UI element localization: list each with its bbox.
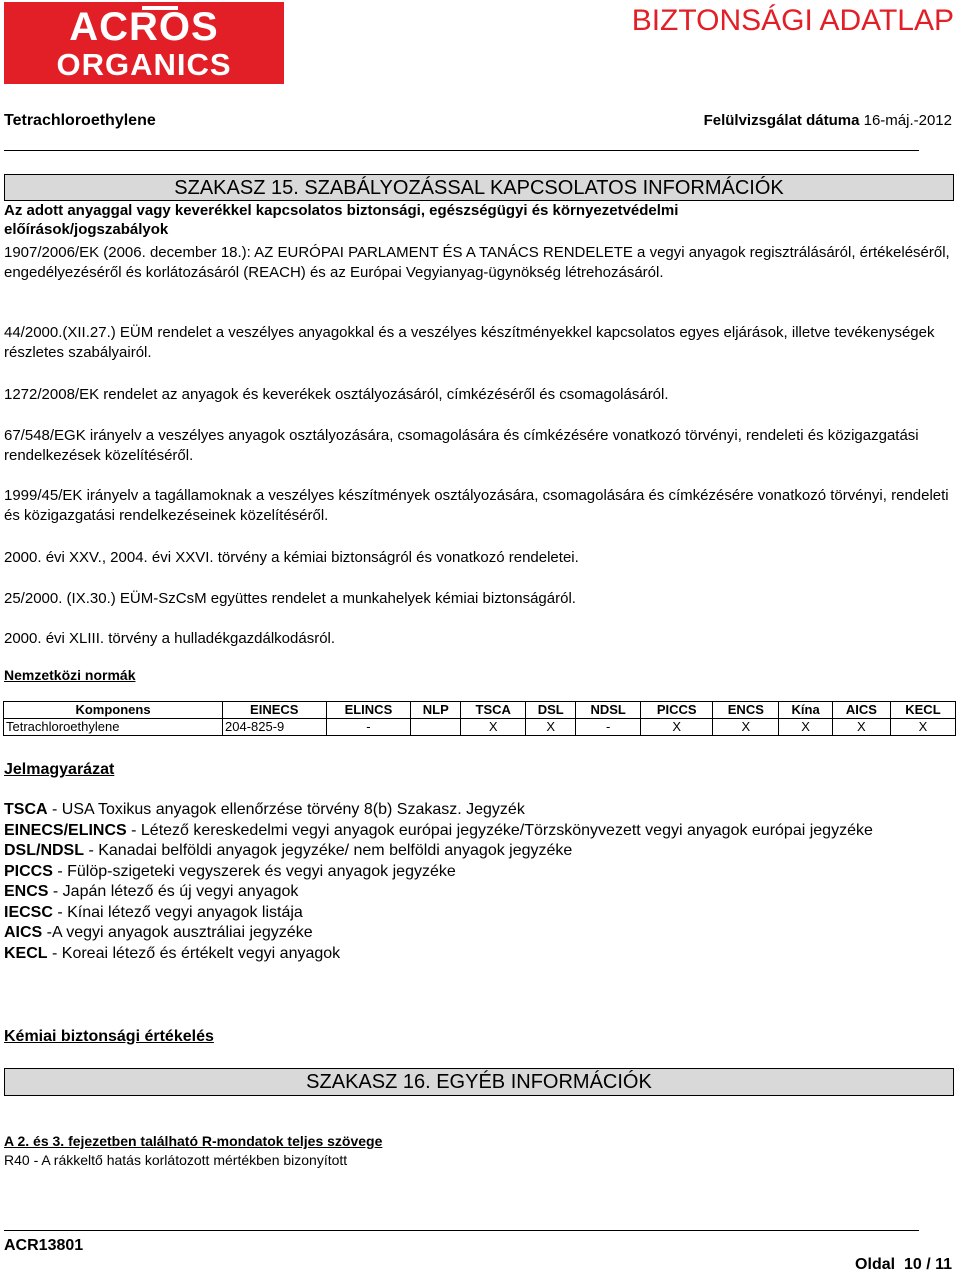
international-norms-heading: Nemzetközi normák [4,667,136,683]
legend-list [4,800,952,964]
document-title: BIZTONSÁGI ADATLAP [631,4,954,37]
table-header-cell: AICS [832,702,890,719]
document-code: ACR13801 [4,1237,84,1254]
section-16-title: SZAKASZ 16. EGYÉB INFORMÁCIÓK [306,1071,652,1093]
legend-item [4,862,952,883]
table-cell: X [890,719,955,736]
header-divider [4,150,919,151]
legend-term: IECSC [4,903,53,921]
table-cell: Tetrachloroethylene [4,719,223,736]
table-row [4,719,956,736]
page-value: 10 / 11 [903,1256,952,1273]
section-15-title: SZAKASZ 15. SZABÁLYOZÁSSAL KAPCSOLATOS INFORMÁCIÓK [174,177,784,199]
legend-text: - USA Toxikus anyagok ellenőrzése törvény 8(b) Szakasz. Jegyzék [47,801,525,818]
r-phrase-r40: R40 - A rákkeltő hatás korlátozott mértékben bizonyított [4,1152,348,1168]
table-header-cell: EINECS [223,702,327,719]
table-header-row [4,702,956,719]
legend-item [4,882,952,903]
table-header-cell: NDSL [576,702,641,719]
regulation-paragraph: 2000. évi XLIII. törvény a hulladékgazdálkodásról. [4,630,336,647]
table-cell: 204-825-9 [223,719,327,736]
regulation-paragraph: 1272/2008/EK rendelet az anyagok és keverékek osztályozásáról, címkézéséről és csomagolásáról. [4,386,669,403]
legend-text: - Japán létező és új vegyi anyagok [48,883,299,900]
r-phrases-heading: A 2. és 3. fejezetben található R-mondatok teljes szövege [4,1133,383,1149]
regulation-paragraph: 2000. évi XXV., 2004. évi XXVI. törvény a kémiai biztonságról és vonatkozó rendeletei. [4,549,579,566]
chemical-safety-assessment-heading: Kémiai biztonsági értékelés [4,1028,214,1045]
legend-term: KECL [4,944,48,962]
table-cell: - [326,719,411,736]
table-cell: X [779,719,832,736]
logo-top-text: ACROS [69,5,219,49]
legend-term: ENCS [4,883,49,900]
section-16-box [4,1068,954,1096]
table-header-cell: ENCS [713,702,779,719]
legend-item [4,841,952,862]
page-number [855,1256,952,1274]
legend-term: TSCA [4,801,48,818]
legend-item [4,923,952,944]
table-header-cell: Komponens [4,702,223,719]
revision-date-value: 16-máj.-2012 [863,112,952,129]
legend-text: -A vegyi anyagok ausztráliai jegyzéke [42,924,313,941]
legend-item [4,903,952,924]
section-15-box [4,174,954,201]
legend-term: EINECS/ELINCS [4,821,127,839]
legend-term: AICS [4,924,43,941]
table-cell: X [641,719,713,736]
legend-text: - Fülöp-szigeteki vegyszerek és vegyi anyagok jegyzéke [52,862,456,880]
table-header-cell: TSCA [461,702,526,719]
table-header-cell: NLP [411,702,461,719]
legend-text: - Kanadai belföldi anyagok jegyzéke/ nem belföldi anyagok jegyzéke [84,842,573,859]
table-header-cell: Kína [779,702,832,719]
legend-text: - Kínai létező vegyi anyagok listája [52,903,303,921]
table-cell: X [461,719,526,736]
legend-term: PICCS [4,862,53,880]
logo-bottom-text: ORGANICS [56,47,232,82]
section-15-subtitle: Az adott anyaggal vagy keverékkel kapcsolatos biztonsági, egészségügyi és környezetvédelmi előírások/jogszabályok [4,202,679,238]
legend-item [4,800,952,821]
legend-item [4,944,952,965]
legend-text: - Koreai létező és értékelt vegyi anyagok [47,944,341,962]
legend-item [4,821,952,842]
table-cell: X [713,719,779,736]
regulation-paragraph: 1999/45/EK irányelv a tagállamoknak a veszélyes készítmények osztályozására, csomagolására és címkézésére vonatkozó törvényi, rendeleti és közigazgatási rendelkezéseinek közelítéséről. [4,487,949,524]
footer-divider [4,1230,919,1231]
regulation-paragraph: 25/2000. (IX.30.) EÜM-SzCsM együttes rendelet a munkahelyek kémiai biztonságáról. [4,590,576,607]
table-header-cell: DSL [526,702,576,719]
legend-text: - Létező kereskedelmi vegyi anyagok európai jegyzéke/Törzskönyvezett vegyi anyagok európai jegyzéke [126,821,873,839]
revision-label: Felülvizsgálat dátuma [703,112,860,129]
product-name: Tetrachloroethylene [4,112,156,129]
table-header-cell: ELINCS [326,702,411,719]
legend-term: DSL/NDSL [4,842,84,859]
regulation-paragraph: 1907/2006/EK (2006. december 18.): AZ EURÓPAI PARLAMENT ÉS A TANÁCS RENDELETE a vegyi anyagok regisztrálásáról, értékeléséről, engedélyezéséről és korlátozásáról (REACH) és az Európai Vegyianyag-ügynökség létrehozásáról. [4,244,950,281]
legend-heading: Jelmagyarázat [4,761,115,778]
table-header-cell: PICCS [641,702,713,719]
regulation-paragraph: 44/2000.(XII.27.) EÜM rendelet a veszélyes anyagokkal és a veszélyes készítményekkel kapcsolatos egyes eljárások, illetve tevékenységek részletes szabályairól. [4,324,935,361]
table-cell [411,719,461,736]
regulation-paragraph: 67/548/EGK irányelv a veszélyes anyagok osztályozására, csomagolására és címkézésére vonatkozó törvényi, rendeleti és közigazgatási rendelkezések közelítéséről. [4,427,919,464]
inventory-table [3,701,956,736]
acros-organics-logo [4,2,284,84]
table-cell: - [576,719,641,736]
table-cell: X [526,719,576,736]
table-cell: X [832,719,890,736]
table-header-cell: KECL [890,702,955,719]
revision-date [704,112,952,129]
page-label: Oldal [855,1256,896,1273]
